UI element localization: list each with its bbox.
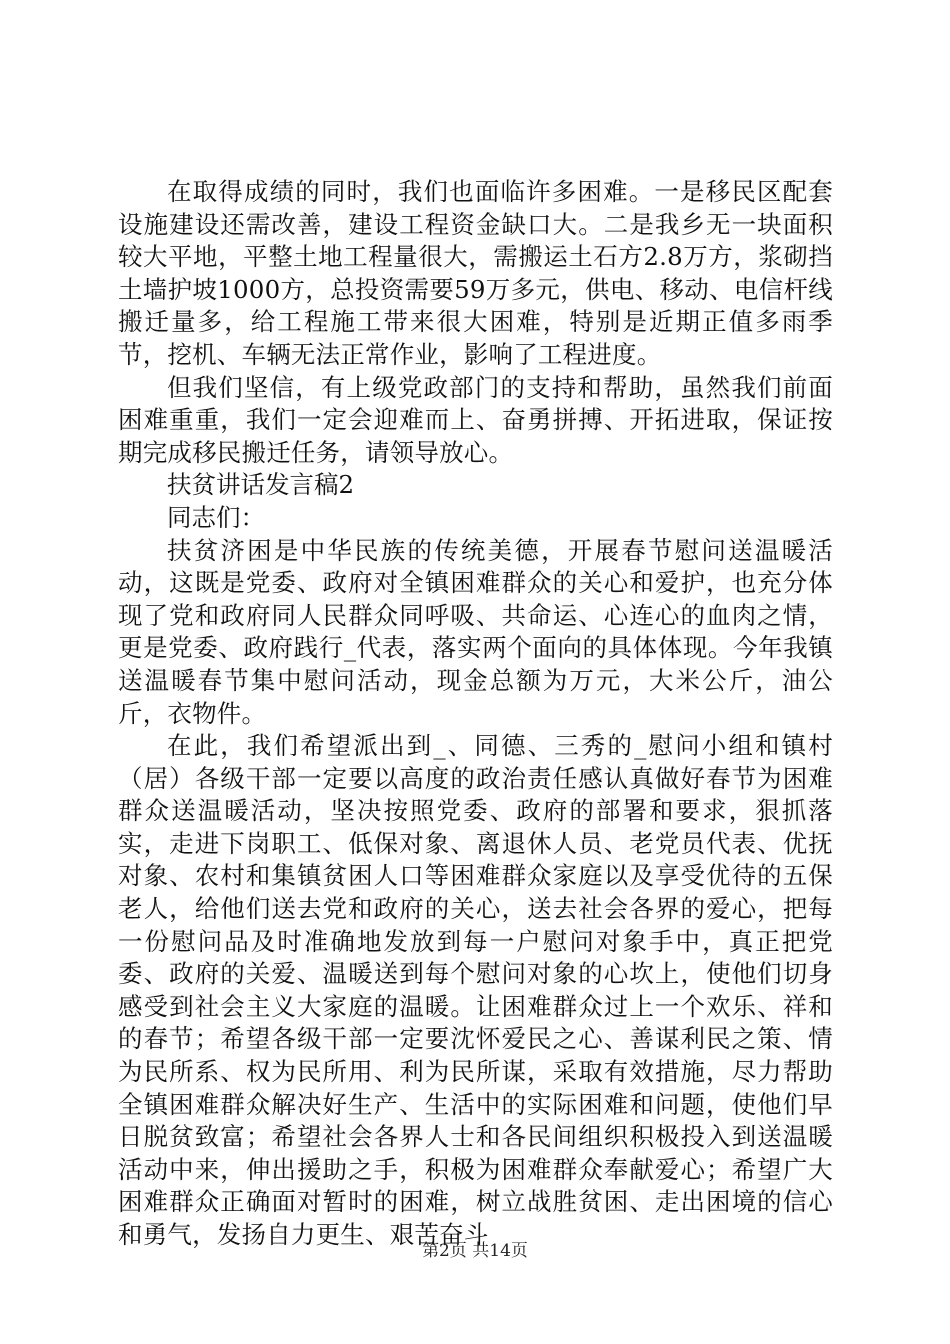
paragraph-hope: 在此，我们希望派出到_、同德、三秀的_慰问小组和镇村（居）各级干部一定要以高度的政治责任感认真做好春节为困难群众送温暖活动，坚决按照党委、政府的部署和要求，狠抓落实，走进下岗职工、低保对象、离退休人员、老党员代表、优抚对象、农村和集镇贫困人口等困难群众家庭以及享受优待的五保老人，给他们送去党和政府的关心，送去社会各界的爱心，把每一份慰问品及时准确地发放到每一户慰问对象手中，真正把党委、政府的关爱、温暖送到每个慰问对象的心坎上，使他们切身感受到社会主义大家庭的温暖。让困难群众过上一个欢乐、祥和的春节；希望各级干部一定要沈怀爱民之心、善谋利民之策、情为民所系、权为民所用、利为民所谋，采取有效措施，尽力帮助全镇困难群众解决好生产、生活中的实际困难和问题，使他们早日脱贫致富；希望社会各界人士和各民间组织积极投入到送温暖活动中来，伸出援助之手，积极为困难群众奉献爱心；希望广大困难群众正确面对暂时的困难，树立战胜贫困、走出困境的信心和勇气，发扬自力更生、艰苦奋斗 <box>118 731 833 1249</box>
salutation: 同志们： <box>167 502 265 532</box>
paragraph-difficulties: 在取得成绩的同时，我们也面临许多困难。一是移民区配套设施建设还需改善，建设工程资金缺口大。二是我乡无一块面积较大平地，平整土地工程量很大，需搬运土石方2.8万方，浆砌挡土墙护坡1000方，总投资需要59万多元，供电、移动、电信杆线搬迁量多，给工程施工带来很大困难，特别是近期正值多雨季节，挖机、车辆无法正常作业，影响了工程进度。 <box>118 177 833 369</box>
section-title: 扶贫讲话发言稿2 <box>167 470 355 500</box>
document-body <box>118 176 833 1252</box>
page-number-footer: 第2页 共14页 <box>422 1241 528 1261</box>
paragraph-confidence: 但我们坚信，有上级党政部门的支持和帮助，虽然我们前面困难重重，我们一定会迎难而上、奋勇拼搏、开拓进取，保证按期完成移民搬迁任务，请领导放心。 <box>118 372 833 467</box>
paragraph-tradition: 扶贫济困是中华民族的传统美德，开展春节慰问送温暖活动，这既是党委、政府对全镇困难群众的关心和爱护，也充分体现了党和政府同人民群众同呼吸、共命运、心连心的血肉之情，更是党委、政府践行_代表，落实两个面向的具体体现。今年我镇送温暖春节集中慰问活动，现金总额为万元，大米公斤，油公斤，衣物件。 <box>118 535 833 728</box>
